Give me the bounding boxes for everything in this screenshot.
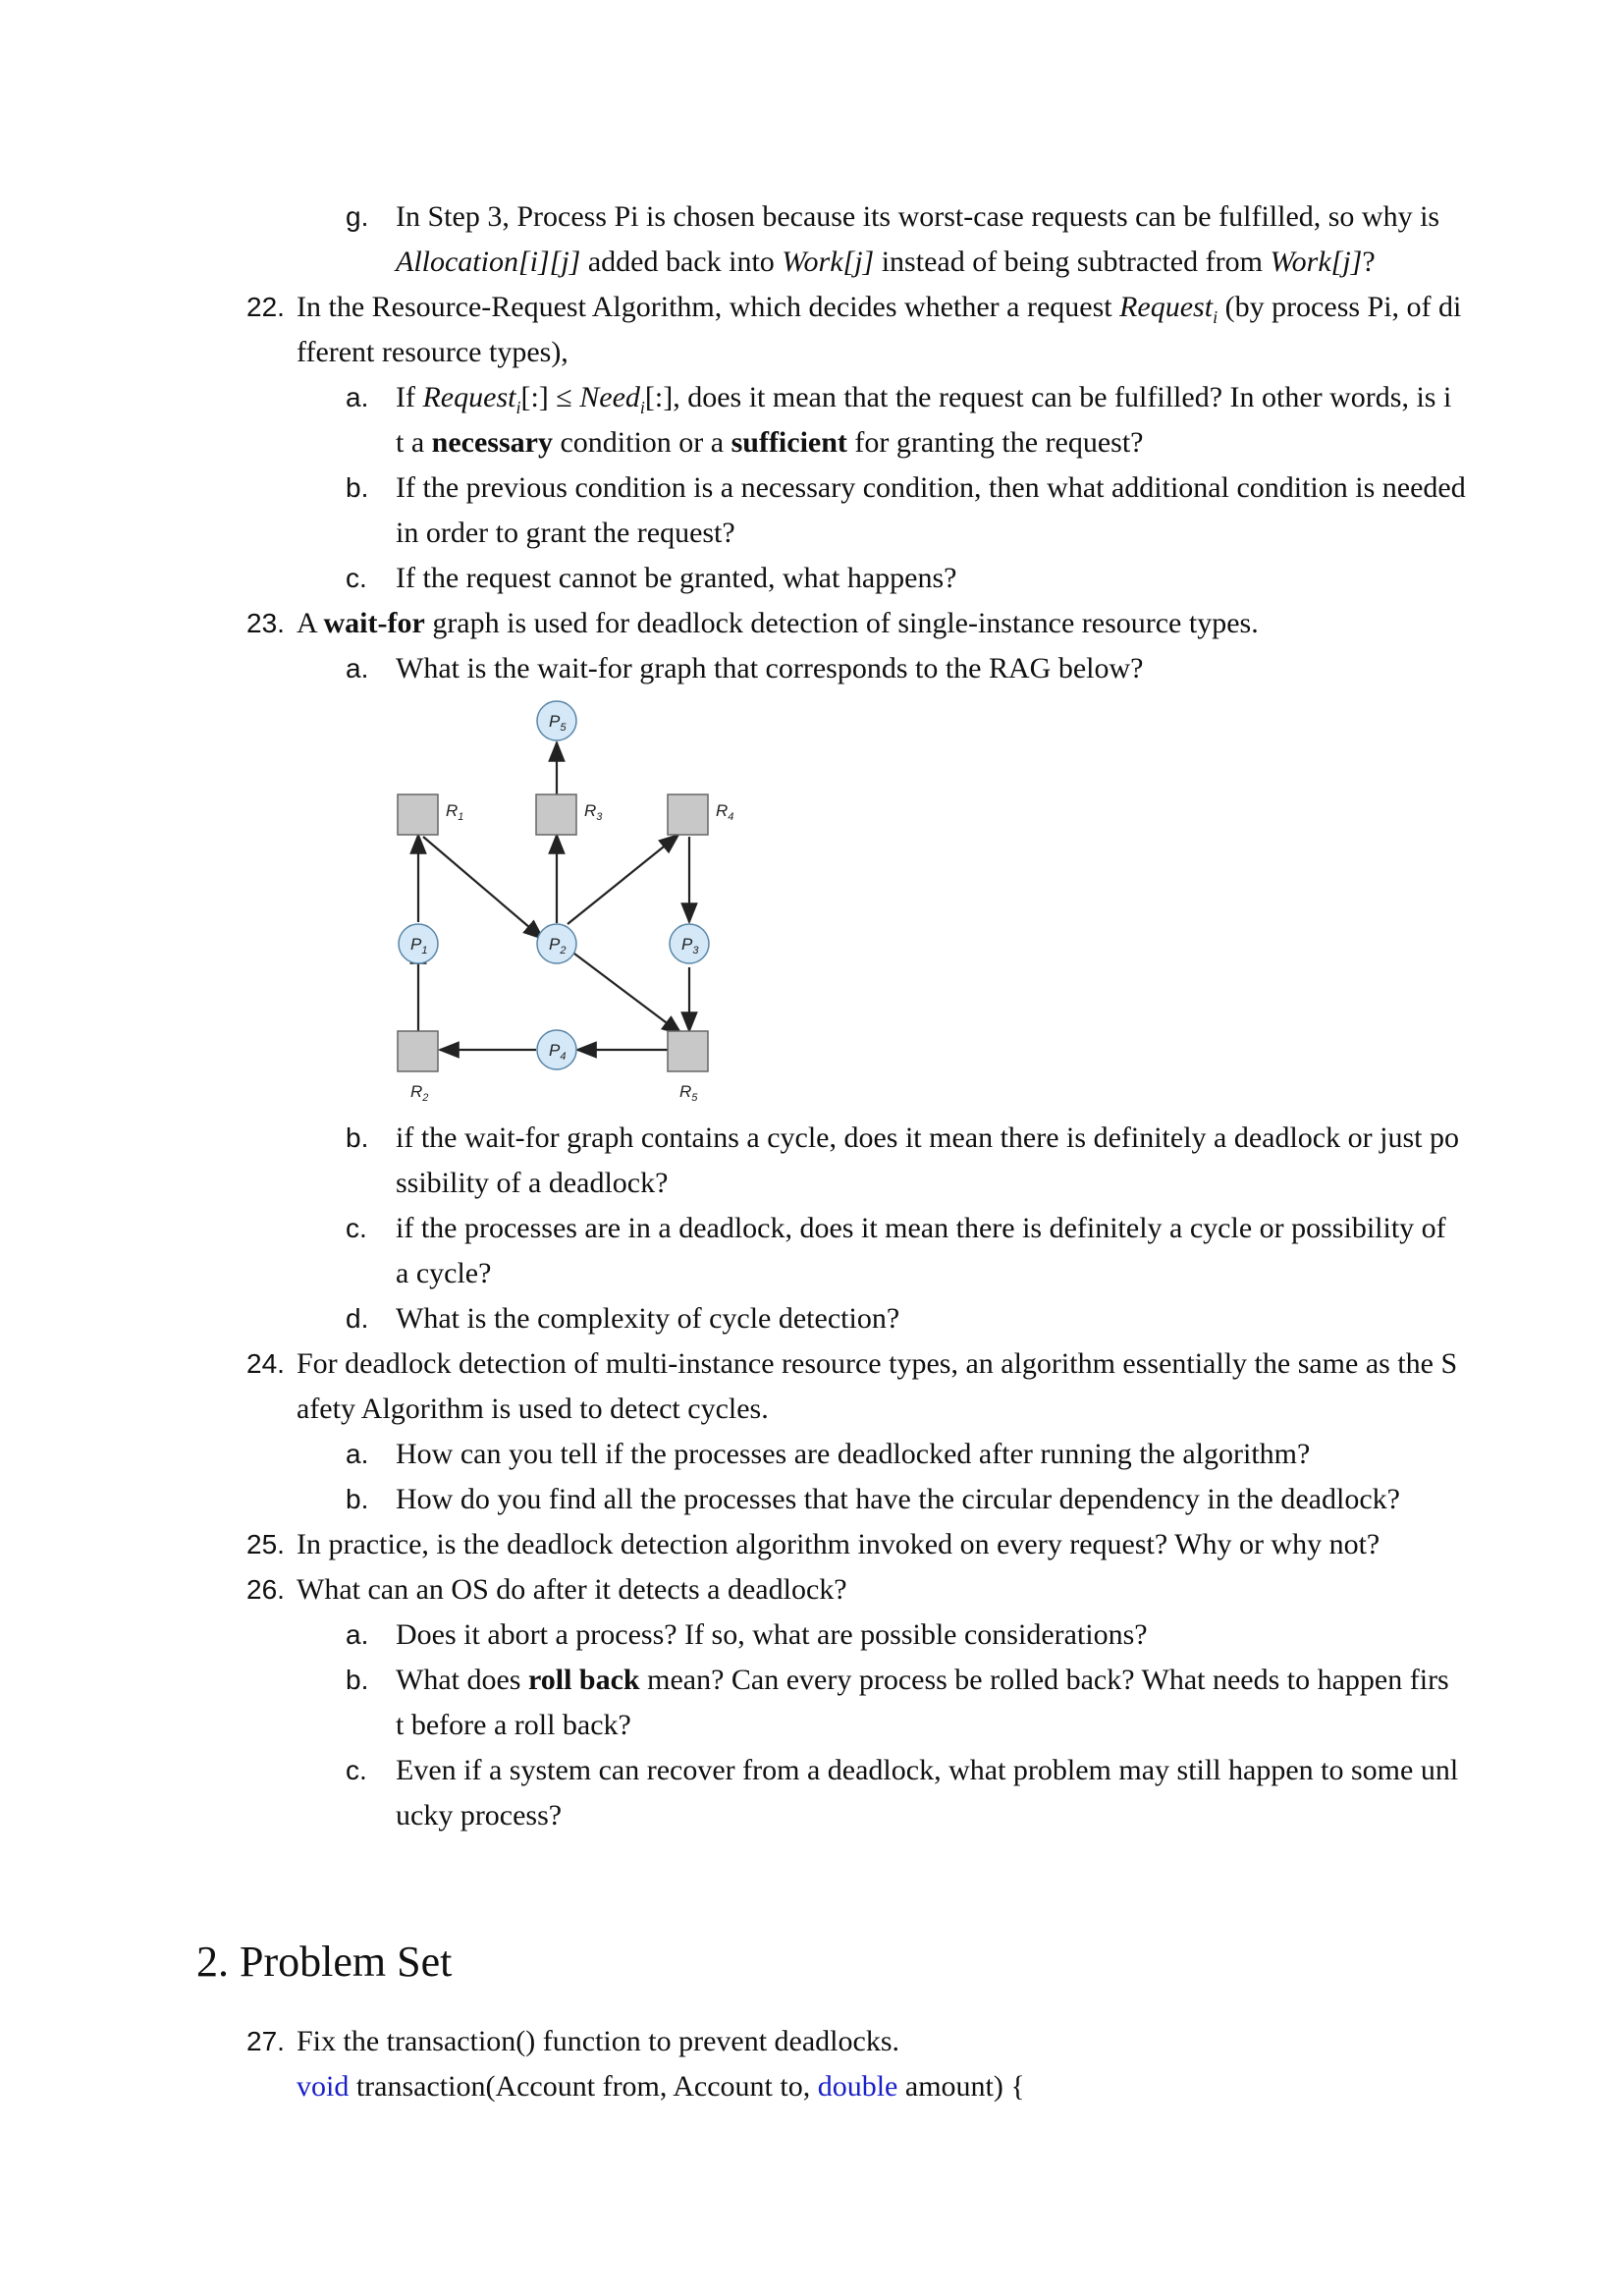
q23-c-line2: a cycle? (396, 1257, 492, 1289)
bold-term: roll back (527, 1664, 640, 1696)
q26-b-line1 (396, 1658, 1449, 1703)
process-label-p2: $P_2$ (549, 935, 567, 957)
list-marker: a. (346, 1619, 369, 1650)
resource-r1 (398, 794, 438, 835)
q22-line2: fferent resource types), (297, 336, 568, 368)
process-nodes (399, 701, 709, 1069)
list-marker: d. (346, 1303, 369, 1334)
list-marker: c. (346, 1213, 367, 1243)
bold-term: wait-for (323, 607, 425, 639)
request-term: Request (422, 381, 516, 413)
list-marker: c. (346, 1755, 367, 1785)
edge-p2-r5 (570, 951, 681, 1034)
q27-line1: Fix the transaction() function to prevent deadlocks. (297, 2025, 899, 2057)
resource-label-r3: $R_3$ (584, 801, 603, 823)
subscript: i (1213, 307, 1218, 327)
q22-b-line2: in order to grant the request? (396, 517, 735, 549)
question-number: 27. (246, 2026, 285, 2056)
q23-b-line1: if the wait-for graph contains a cycle, does it mean there is definitely a deadlock or just po (396, 1121, 1459, 1154)
resource-r3 (536, 794, 576, 835)
text: graph is used for deadlock detection of single-instance resource types. (424, 607, 1259, 639)
q26-line1: What can an OS do after it detects a deadlock? (297, 1573, 847, 1606)
allocation-term: Allocation[i][j] (396, 246, 581, 278)
q24-line2: afety Algorithm is used to detect cycles. (297, 1393, 769, 1425)
q26-b-line2: t before a roll back? (396, 1709, 631, 1741)
section-heading: 2. Problem Set (196, 1938, 453, 1986)
q26-c-line1: Even if a system can recover from a deadlock, what problem may still happen to some unl (396, 1754, 1459, 1786)
text: condition or a (552, 426, 731, 459)
text: A (297, 607, 324, 639)
process-label-p1: $P_1$ (410, 935, 428, 957)
q25-line1: In practice, is the deadlock detection algorithm invoked on every request? Why or why not? (297, 1528, 1380, 1560)
request-term: Request (1119, 291, 1214, 323)
resource-r4 (668, 794, 708, 835)
subscript: i (515, 398, 521, 417)
process-label-p5: $P_5$ (549, 712, 567, 734)
question-number: 25. (246, 1529, 285, 1559)
need-term: Need (579, 381, 640, 413)
list-marker: a. (346, 1439, 369, 1469)
resource-label-r1: $R_1$ (446, 801, 464, 823)
q24-a-line1: How can you tell if the processes are deadlocked after running the algorithm? (396, 1438, 1311, 1470)
code-line (297, 2064, 1025, 2109)
resource-label-r2: $R_2$ (410, 1082, 429, 1104)
question-number: 23. (246, 608, 285, 638)
q26-a-line1: Does it abort a process? If so, what are possible considerations? (396, 1618, 1148, 1651)
list-marker: c. (346, 563, 367, 593)
bold-term: necessary (431, 426, 553, 459)
text: ? (1362, 246, 1376, 278)
text: added back into (580, 246, 783, 278)
code-text: transaction(Account from, Account to, (349, 2070, 818, 2103)
process-label-p3: $P_3$ (681, 935, 699, 957)
work-term: Work[j] (782, 246, 875, 278)
q24-b-line1: How do you find all the processes that have the circular dependency in the deadlock? (396, 1483, 1400, 1515)
q23-line1 (297, 601, 1259, 646)
q23-a-line1: What is the wait-for graph that corresponds to the RAG below? (396, 652, 1144, 684)
edge-r1-p2 (423, 837, 543, 939)
code-text: amount) { (897, 2070, 1025, 2103)
text: t a (396, 426, 432, 459)
q22-a-line2 (396, 420, 1143, 465)
list-marker: b. (346, 1122, 369, 1153)
code-keyword: void (297, 2070, 350, 2103)
edge-p2-r4 (568, 835, 678, 924)
resource-r5 (668, 1031, 708, 1071)
resource-label-r4: $R_4$ (716, 801, 734, 823)
q22-c-line1: If the request cannot be granted, what happens? (396, 562, 957, 594)
question-number: 22. (246, 292, 285, 322)
text: mean? Can every process be rolled back? What needs to happen firs (639, 1664, 1449, 1696)
q23-c-line1: if the processes are in a deadlock, does it mean there is definitely a cycle or possibility of (396, 1212, 1446, 1244)
text: for granting the request? (846, 426, 1144, 459)
q24-line1: For deadlock detection of multi-instance resource types, an algorithm essentially the same as the S (297, 1347, 1458, 1380)
text: In the Resource-Request Algorithm, which decides whether a request (297, 291, 1120, 323)
process-label-p4: $P_4$ (549, 1041, 567, 1063)
text: [:], does it mean that the request can be fulfilled? In other words, is i (644, 381, 1452, 413)
list-marker: b. (346, 1484, 369, 1514)
q21-g-line1: In Step 3, Process Pi is chosen because its worst-case requests can be fulfilled, so why is (396, 200, 1440, 233)
q22-b-line1: If the previous condition is a necessary condition, then what additional condition is needed (396, 471, 1466, 504)
list-marker: b. (346, 1665, 369, 1695)
list-marker: a. (346, 382, 369, 412)
question-number: 26. (246, 1574, 285, 1605)
list-marker: b. (346, 472, 369, 503)
text: instead of being subtracted from (874, 246, 1271, 278)
q21-g-line2 (396, 240, 1376, 285)
resource-r2 (398, 1031, 438, 1071)
subscript: i (639, 398, 645, 417)
text: [:] ≤ (520, 381, 580, 413)
q23-d-line1: What is the complexity of cycle detection? (396, 1302, 900, 1335)
list-marker: a. (346, 653, 369, 683)
text: If (396, 381, 423, 413)
text: (by process Pi, of di (1218, 291, 1462, 323)
list-marker: g. (346, 201, 369, 232)
resource-label-r5: $R_5$ (679, 1082, 698, 1104)
resource-allocation-graph (373, 692, 746, 1115)
bold-term: sufficient (731, 426, 847, 459)
question-number: 24. (246, 1348, 285, 1379)
work-term: Work[j] (1270, 246, 1363, 278)
text: What does (396, 1664, 528, 1696)
q23-b-line2: ssibility of a deadlock? (396, 1167, 669, 1199)
q26-c-line2: ucky process? (396, 1799, 563, 1831)
code-keyword: double (817, 2070, 898, 2103)
